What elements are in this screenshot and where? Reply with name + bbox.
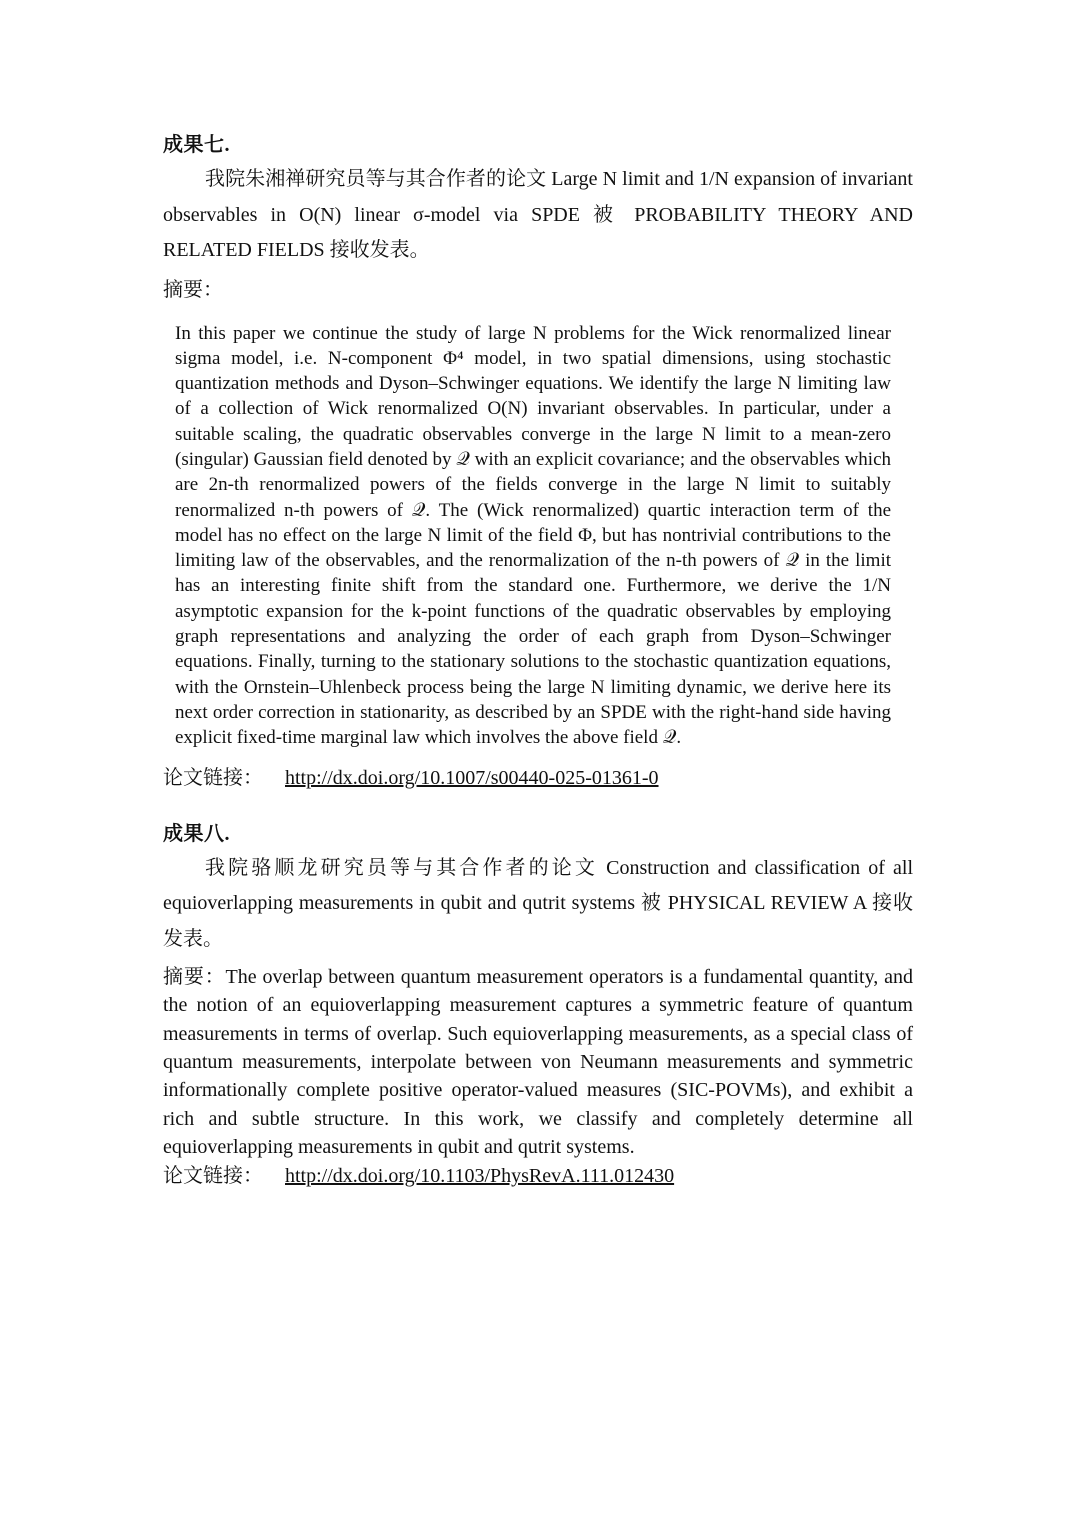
achievement-7-link-label: 论文链接：: [163, 766, 263, 789]
achievement-8-link-label: 论文链接：: [163, 1165, 263, 1188]
achievement-8-abstract-text: The overlap between quantum measurement operators is a fundamental quantity, and the notion of an equioverlapping measurement captures a symmetric feature of quantum measurements in terms of overlap. Such equioverlapping measurements, as a special class of quantum measurements, interpolate between von Neumann measurements and symmetric informationally complete positive operator-valued measures (SIC-POVMs), and exhibit a rich and subtle structure. In this work, we classify and completely determine all equioverlapping measurements in qubit and qutrit systems.: [163, 966, 913, 1158]
achievement-7-link-row: [163, 761, 913, 795]
achievement-8-link-row: [163, 1161, 913, 1191]
achievement-7-heading: 成果七.: [163, 134, 230, 156]
achievement-7-abstract: [175, 321, 891, 751]
achievement-8: [163, 817, 913, 1192]
achievement-7-abstract-text: In this paper we continue the study of large N problems for the Wick renormalized linear sigma model, i.e. N-component Φ⁴ model, in two spatial dimensions, using stochastic quantization methods and Dyson–Schwinger equations. We identify the large N limiting law of a collection of Wick renormalized O(N) invariant observables. In particular, under a suitable scaling, the quadratic observables converge in the large N limit to a mean-zero (singular) Gaussian field denoted by 𝒬 with an explicit covariance; and the observables which are 2n-th renormalized powers of the fields converge in the large N limit to suitably renormalized n-th powers of 𝒬. The (Wick renormalized) quartic interaction term of the model has no effect on the large N limit of the field Φ, but has nontrivial contributions to the limiting law of the observables, and the renormalization of the n-th powers of 𝒬 in the limit has an interesting finite shift from the standard one. Furthermore, we derive the 1/N asymptotic expansion for the k-point functions of the quadratic observables by employing graph representations and analyzing the order of each graph from Dyson–Schwinger equations. Finally, turning to the stationary solutions to the stochastic quantization equations, with the Ornstein–Uhlenbeck process being the large N limiting dynamic, we derive here its next order correction in stationarity, as described by an SPDE with the right-hand side having explicit fixed-time marginal law which involves the above field 𝒬.: [175, 322, 891, 749]
achievement-8-intro: 我院骆顺龙研究员等与其合作者的论文 Construction and classification of all equioverlapping measurements in qubit and qutrit systems 被 PHYSICAL REVIEW A 接收发表。: [163, 856, 913, 950]
document-page: [163, 128, 913, 1191]
achievement-8-heading: 成果八.: [163, 822, 230, 845]
achievement-7-intro: 我院朱湘禅研究员等与其合作者的论文 Large N limit and 1/N expansion of invariant observables in O(N) linear σ-model via SPDE 被 PROBABILITY THEORY AND RELATED FIELDS 接收发表。: [163, 168, 913, 261]
achievement-7-abstract-label: 摘要：: [163, 278, 223, 301]
achievement-7-doi-link[interactable]: http://dx.doi.org/10.1007/s00440-025-01361-0: [285, 766, 659, 789]
achievement-8-doi-link[interactable]: http://dx.doi.org/10.1103/PhysRevA.111.012430: [285, 1165, 675, 1188]
achievement-8-abstract: [163, 963, 913, 1161]
achievement-7: [163, 128, 913, 795]
achievement-8-abstract-label: 摘要：: [163, 966, 226, 989]
